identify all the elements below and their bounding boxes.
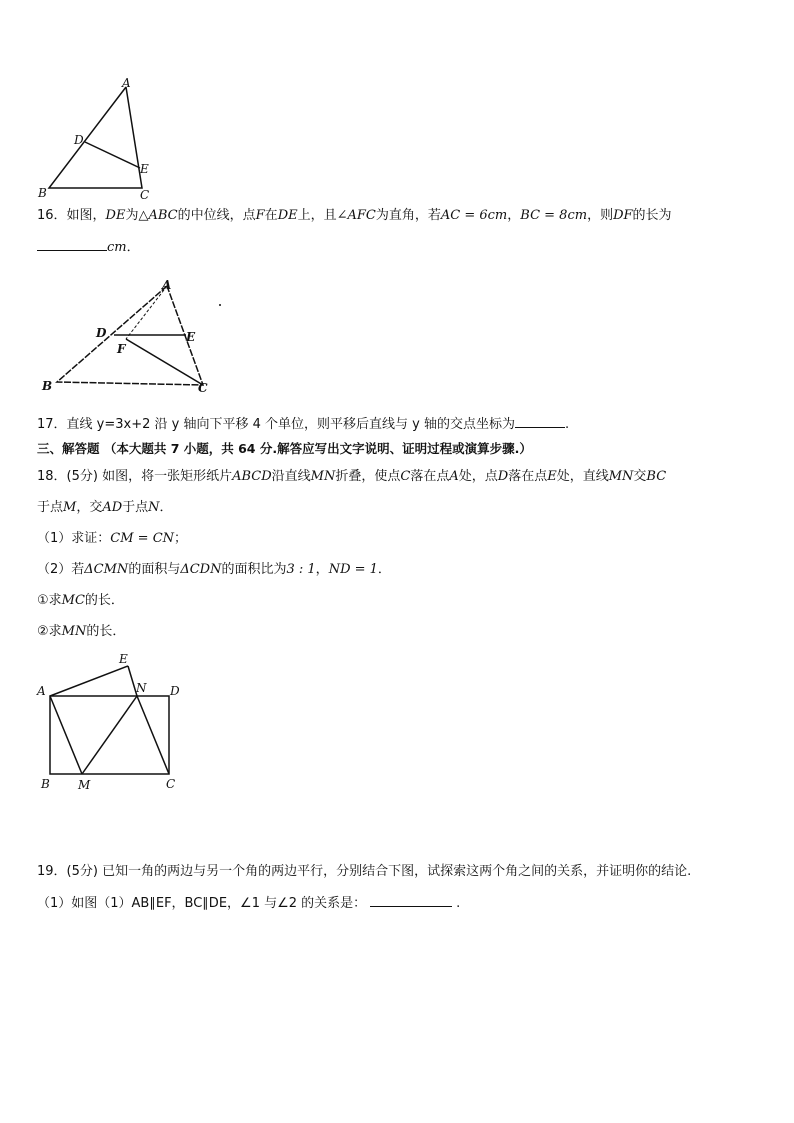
- q16-t5: 为直角，若: [375, 208, 441, 223]
- q18-ratio: 3 : 1: [286, 562, 316, 577]
- label-c: C: [166, 777, 176, 791]
- label-b: B: [42, 379, 53, 393]
- q18-mc: MC: [61, 593, 85, 608]
- segment-af: [126, 286, 167, 339]
- segment-fc: [126, 339, 203, 385]
- label-a: A: [122, 76, 131, 90]
- q16-bc: BC = 8cm: [520, 208, 588, 223]
- q18-l2b: ，交: [76, 500, 103, 515]
- label-f: F: [117, 342, 126, 356]
- q18-c: C: [400, 469, 411, 484]
- q18-m: M: [63, 500, 77, 515]
- section-3-text: 三、解答题 （本大题共 7 小题，共 64 分.解答应写出文字说明、证明过程或演算步骤.）: [37, 441, 532, 456]
- q16-end: ．: [126, 240, 140, 255]
- q18-p1b: ；: [174, 531, 188, 546]
- q18-mn: MN: [310, 469, 336, 484]
- figure-rectangle-fold-q18: [30, 648, 200, 796]
- q18-l1e: 处，点: [458, 469, 498, 484]
- segment-am: [50, 696, 82, 774]
- q18-a: A: [449, 469, 459, 484]
- q18-p1eq: CM = CN: [110, 531, 175, 546]
- q19-answer-blank[interactable]: [370, 894, 452, 907]
- figure-triangle-q15: [30, 72, 170, 202]
- q18-p2e: ．: [377, 562, 391, 577]
- label-d: D: [170, 684, 180, 698]
- q18-cdn: ΔCDN: [180, 562, 222, 577]
- label-a: A: [37, 684, 46, 698]
- q18-l1h: 交: [633, 469, 647, 484]
- q17-end: .: [564, 417, 570, 432]
- label-e: E: [140, 162, 149, 176]
- question-17: [37, 415, 569, 434]
- label-e: E: [119, 652, 128, 666]
- q16-num: 16．如图，: [37, 208, 106, 223]
- label-b: B: [41, 777, 50, 791]
- q17-answer-blank[interactable]: [515, 415, 565, 428]
- q16-angle: ∠AFC: [336, 208, 376, 223]
- q18-p2c: 的面积比为: [221, 562, 287, 577]
- question-19-part-1: [37, 894, 460, 913]
- q16-t3: 在: [264, 208, 278, 223]
- q18-l1a: 18．(5分) 如图，将一张矩形纸片: [37, 469, 233, 484]
- q18-cmn: ΔCMN: [84, 562, 129, 577]
- q18-l1f: 落在点: [508, 469, 548, 484]
- q18-p2a: （2）若: [37, 562, 85, 577]
- q18-n: N: [148, 500, 160, 515]
- q18-s2a: ②求: [37, 624, 62, 639]
- q18-p2d: ，: [315, 562, 329, 577]
- q16-t2: 的中位线，点: [177, 208, 256, 223]
- q18-s1b: 的长．: [84, 593, 124, 608]
- question-18-part-1: [37, 530, 187, 548]
- q16-t6: ，: [507, 208, 521, 223]
- q16-t1: 为: [125, 208, 139, 223]
- q16-t8: 的长为: [632, 208, 672, 223]
- q16-de2: DE: [277, 208, 298, 223]
- q18-l1d: 落在点: [410, 469, 450, 484]
- q18-bc: BC: [646, 469, 667, 484]
- q18-l1b: 沿直线: [271, 469, 311, 484]
- q16-f: F: [255, 208, 265, 223]
- q18-l2d: ．: [159, 500, 173, 515]
- q18-nd: ND = 1: [328, 562, 378, 577]
- q16-triangle: △ABC: [138, 208, 178, 223]
- q18-abcd: ABCD: [232, 469, 272, 484]
- segment-nc: [137, 696, 169, 774]
- question-18-sub-1: [37, 592, 124, 610]
- triangle-outline: [49, 87, 142, 188]
- label-c: C: [140, 188, 150, 202]
- section-3-heading: [37, 440, 532, 458]
- q18-mn3: MN: [61, 624, 87, 639]
- q16-de: DE: [105, 208, 126, 223]
- q18-e: E: [547, 469, 557, 484]
- question-18-line-2: [37, 499, 173, 517]
- question-19: [37, 863, 691, 881]
- label-c: C: [198, 381, 208, 395]
- q18-l1c: 折叠，使点: [335, 469, 401, 484]
- q18-l1g: 处，直线: [556, 469, 609, 484]
- question-16: [37, 207, 672, 225]
- q18-d: D: [497, 469, 509, 484]
- question-18-line-1: [37, 468, 666, 486]
- q16-unit: cm: [107, 240, 127, 255]
- q17-text: 17．直线 y=3x+2 沿 y 轴向下平移 4 个单位，则平移后直线与 y 轴的交点坐标为: [37, 417, 515, 432]
- q18-l2c: 于点: [122, 500, 149, 515]
- question-18-part-2: [37, 561, 391, 579]
- q16-t4: 上，且: [297, 208, 337, 223]
- q18-p1a: （1）求证：: [37, 531, 111, 546]
- q19-text: 19．(5分) 已知一角的两边与另一个角的两边平行，分别结合下图，试探索这两个角之间的关系，并证明你的结论.: [37, 864, 692, 879]
- label-b: B: [38, 186, 47, 200]
- q19-part-1-text: （1）如图（1）AB∥EF，BC∥DE，∠1 与∠2 的关系是：: [37, 896, 367, 911]
- dot-mark: [219, 304, 221, 306]
- q19-end: .: [456, 896, 461, 911]
- q16-df: DF: [613, 208, 633, 223]
- label-m: M: [78, 778, 91, 792]
- q18-ad: AD: [102, 500, 123, 515]
- q18-l2a: 于点: [37, 500, 64, 515]
- figure-triangle-q16: [36, 272, 236, 402]
- segment-ae: [50, 666, 128, 696]
- label-d: D: [96, 326, 107, 340]
- label-d: D: [74, 133, 84, 147]
- label-n: N: [136, 681, 147, 695]
- question-18-sub-2: [37, 623, 125, 641]
- label-e: E: [186, 330, 196, 344]
- segment-de: [85, 142, 140, 168]
- q18-s1a: ①求: [37, 593, 62, 608]
- q18-mn2: MN: [608, 469, 634, 484]
- question-16-answer-line: [37, 238, 140, 257]
- segment-mn: [82, 696, 137, 774]
- q16-t7: ，则: [587, 208, 614, 223]
- q18-s2b: 的长．: [86, 624, 126, 639]
- q16-answer-blank[interactable]: [37, 238, 107, 251]
- q16-ac: AC = 6cm: [440, 208, 508, 223]
- q18-p2b: 的面积与: [128, 562, 181, 577]
- label-a: A: [162, 278, 172, 292]
